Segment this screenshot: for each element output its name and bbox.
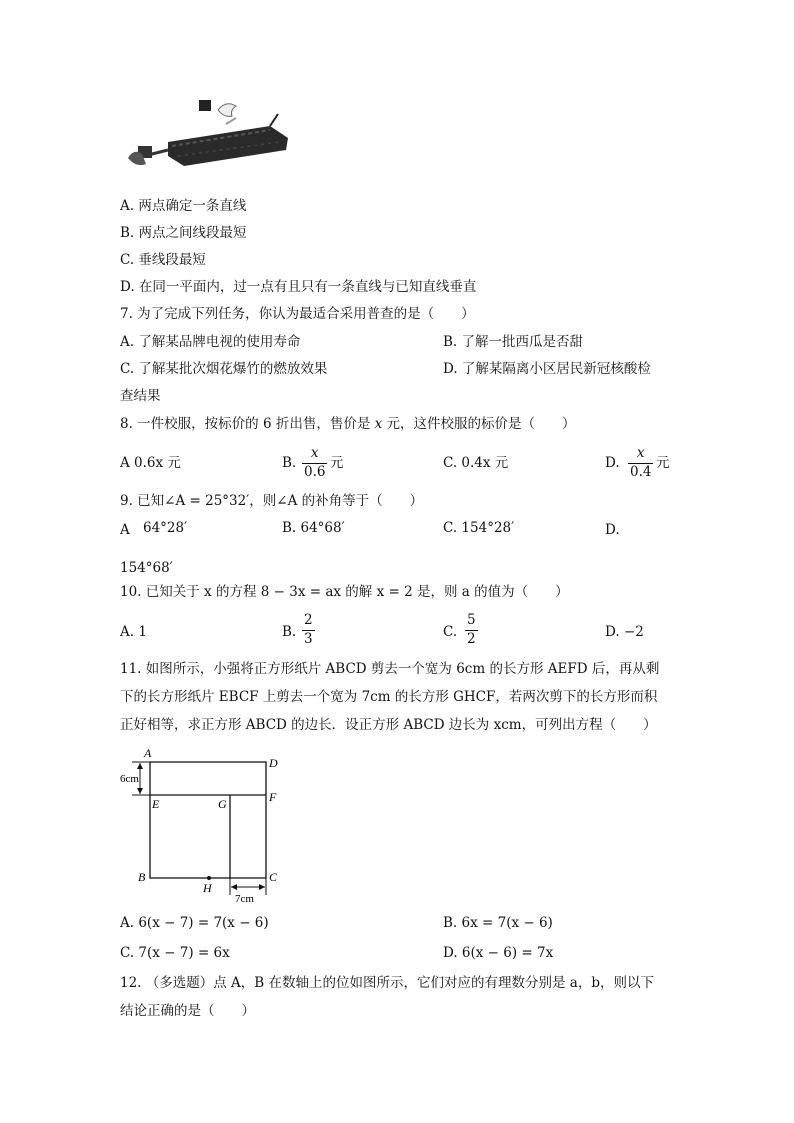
q11-stem-line1: 11. 如图所示，小强将正方形纸片 ABCD 剪去一个宽为 6cm 的长方形 AEFD 后，再从剩 [120, 661, 660, 677]
q11-option-b: B. 6x = 7(x − 6) [443, 915, 553, 931]
q8-option-b-unit: 元 [330, 455, 344, 471]
label-b: B [138, 870, 146, 884]
q7-option-d-continued: 查结果 [120, 388, 161, 404]
q9-option-a-label: A [120, 522, 130, 538]
q8-d-numerator: x [636, 445, 645, 461]
q10-option-a: A. 1 [120, 624, 147, 640]
q7-option-d: D. 了解某隔离小区居民新冠核酸检 [443, 361, 651, 377]
q11-stem-line2: 下的长方形纸片 EBCF 上剪去一个宽为 7cm 的长方形 GHCF，若两次剪下的长方形而积 [120, 689, 658, 705]
q11-figure [118, 745, 288, 905]
q9-stem: 9. 已知∠A = 25°32′，则∠A 的补角等于（ ） [120, 493, 424, 509]
square-abcd [150, 762, 266, 878]
q11-option-d: D. 6(x − 6) = 7x [443, 945, 554, 961]
label-f: F [269, 790, 277, 804]
q10-b-denominator: 3 [304, 630, 313, 647]
q10-c-denominator: 2 [467, 630, 476, 647]
point-h [207, 876, 211, 880]
q11-option-c: C. 7(x − 7) = 6x [120, 945, 230, 961]
q6-option-b: B. 两点之间线段最短 [120, 225, 247, 241]
bird-icon [218, 104, 236, 117]
q12-stem-line1: 12. （多选题）点 A，B 在数轴上的位如图所示，它们对应的有理数分别是 a，b，则以下 [120, 975, 654, 991]
q9-option-d-value: 154°68′ [120, 560, 173, 576]
label-h: H [203, 881, 212, 895]
label-g: G [218, 797, 227, 811]
q9-option-d-label: D. [605, 522, 620, 538]
q8-option-d-fraction [628, 447, 653, 479]
q9-option-c: C. 154°28′ [443, 520, 515, 536]
label-7cm: 7cm [235, 893, 254, 905]
q8-stem-post: 元，这件校服的标价是（ ） [382, 416, 576, 432]
q8-option-d-unit: 元 [656, 455, 670, 471]
q8-stem-var: x [374, 416, 383, 432]
q8-stem-pre: 8. 一件校服，按标价的 6 折出售，售价是 [120, 416, 375, 432]
q12-stem-line2: 结论正确的是（ ） [120, 1003, 255, 1019]
label-e: E [152, 797, 160, 811]
q8-b-denominator: 0.6 [304, 463, 326, 480]
q7-stem: 7. 为了完成下列任务，你认为最适合采用普查的是（ ） [120, 306, 475, 322]
q9-option-b: B. 64°68′ [282, 520, 345, 536]
q8-option-a: A 0.6x 元 [120, 455, 181, 471]
q8-stem [120, 418, 576, 432]
q10-option-b-fraction [302, 614, 315, 646]
q6-option-d: D. 在同一平面内，过一点有且只有一条直线与已知直线垂直 [120, 279, 477, 295]
q8-b-numerator: x [310, 445, 319, 461]
q11-stem-line3: 正好相等，求正方形 ABCD 的边长．设正方形 ABCD 边长为 xcm，可列出方程（ ） [120, 717, 657, 733]
label-d: D [269, 756, 278, 770]
q10-option-b-label: B. [282, 624, 297, 640]
q10-option-d: D. −2 [605, 624, 644, 640]
q10-b-numerator: 2 [304, 612, 313, 628]
flag-icon [199, 100, 211, 111]
board-shape [168, 126, 288, 166]
q10-c-numerator: 5 [467, 612, 476, 628]
q7-option-b: B. 了解一批西瓜是否甜 [443, 334, 584, 350]
q8-option-b-label: B. [282, 455, 297, 471]
q10-option-c-label: C. [443, 624, 458, 640]
q7-option-a: A. 了解某品牌电视的使用寿命 [120, 334, 301, 350]
q11-option-a: A. 6(x − 7) = 7(x − 6) [120, 915, 269, 931]
label-a: A [144, 746, 152, 760]
q8-option-c: C. 0.4x 元 [443, 455, 509, 471]
q8-option-b-fraction [302, 447, 327, 479]
q10-stem: 10. 已知关于 x 的方程 8 − 3x = ax 的解 x = 2 是，则 a 的值为（ ） [120, 584, 569, 600]
q8-d-denominator: 0.4 [630, 463, 652, 480]
q8-option-d-label: D. [605, 455, 620, 471]
q7-option-c: C. 了解某批次烟花爆竹的燃放效果 [120, 361, 328, 377]
label-6cm: 6cm [120, 773, 139, 785]
q6-illustration [120, 98, 292, 174]
q9-option-a-value: 64°28′ [143, 520, 188, 536]
q6-option-a: A. 两点确定一条直线 [120, 198, 247, 214]
q6-option-c: C. 垂线段最短 [120, 252, 206, 268]
q10-option-c-fraction [465, 614, 478, 646]
label-c: C [269, 870, 278, 884]
